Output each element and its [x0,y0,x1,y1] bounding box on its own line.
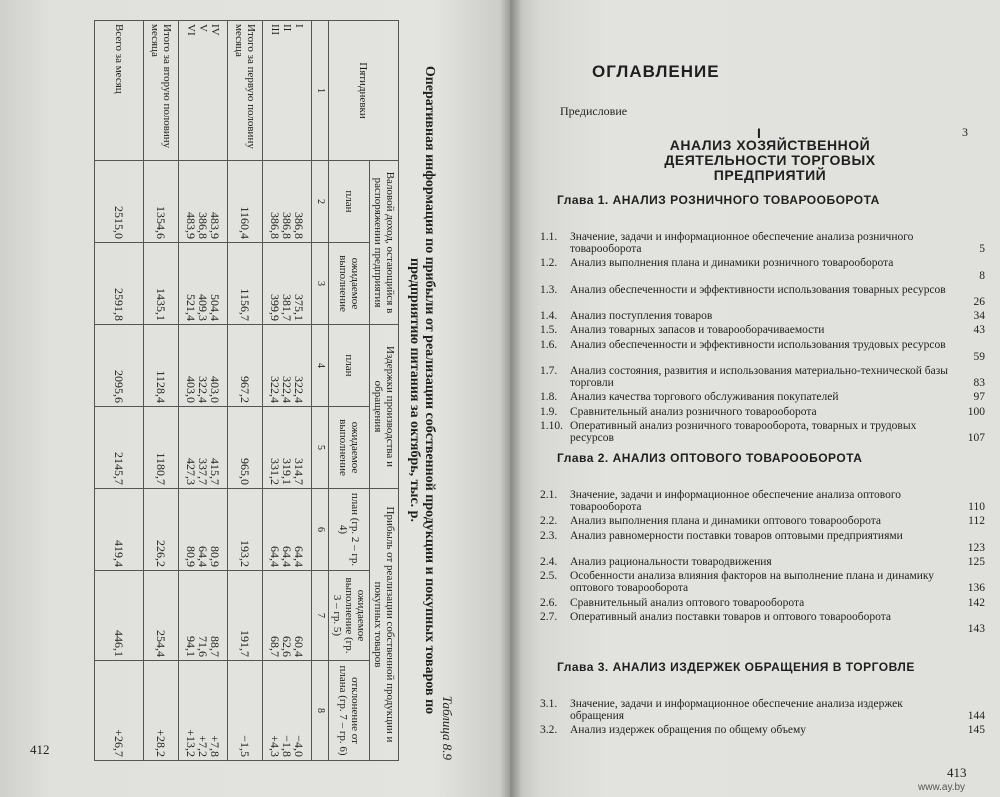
table-row [144,21,179,761]
entry-number: 2.1. [540,489,558,501]
table-cell: −4,0 −1,8 +4,3 [263,661,312,761]
part-number: I [757,125,761,141]
entry-text: Оперативный анализ поставки товаров и оптового товарооборота [570,610,892,623]
subheader-plan: план [329,325,370,407]
entry-number: 1.5. [540,324,558,337]
right-page [510,0,1000,797]
subheader-plan: план [329,161,370,243]
toc-preface: Предисловие [560,104,628,118]
entry-page: 110 [968,501,985,514]
column-number: 5 [312,407,329,489]
entry-text: Анализ издержек обращения по общему объему [570,724,807,737]
table-cell: 191,7 [228,571,263,661]
entry-number: 3.1. [540,698,558,710]
entry-number: 2.4. [540,556,558,568]
entry-page: 107 [967,431,985,444]
entry-text: Анализ поступления товаров [570,310,713,323]
table-cell: 419,4 [95,489,144,571]
entry-text: Сравнительный анализ оптового товарооборота [570,596,805,609]
table-cell: 254,4 [144,571,179,661]
table-cell: 483,9 386,8 483,9 [179,161,228,243]
entry-text: Значение, задачи и информационное обеспечение анализа розничного товарооборота [570,231,914,255]
entry-number: 1.3. [540,283,558,296]
entry-page: 43 [973,324,985,337]
entry-page: 5 [979,243,985,256]
table-cell: 2591,8 [95,243,144,325]
entry-page: 123 [967,541,985,554]
subheader-profit-plan: план (гр. 2 – гр. 4) [329,489,370,571]
entry-number: 1.8. [540,391,558,404]
table-cell: 193,2 [228,489,263,571]
entry-page: 97 [973,391,985,404]
entry-number: 2.5. [540,570,558,583]
table-cell: 1354,6 [144,161,179,243]
table-cell: 1435,1 [144,243,179,325]
entry-text: Анализ качества торгового обслуживания покупателей [570,391,839,404]
toc-title: ОГЛАВЛЕНИЕ [592,62,720,81]
entry-number: 2.2. [540,515,558,528]
entry-page: 59 [973,350,985,363]
table-cell: −1,5 [228,661,263,761]
entry-text: Анализ состояния, развития и использования материально-технической базы торговли [570,365,948,389]
entry-number: 1.9. [540,405,558,418]
table-cell: 60,4 62,6 68,7 [263,571,312,661]
toc-preface-page: 3 [962,125,968,139]
row-label: Всего за месяц [95,21,144,161]
entry-number: 2.7. [540,610,558,623]
table-cell: 2515,0 [95,161,144,243]
table-cell: 314,7 319,1 331,2 [263,407,312,489]
column-number: 2 [312,161,329,243]
entry-text: Анализ равномерности поставки товаров оптовыми предприятиями [570,529,903,542]
table-cell: 504,4 409,3 521,4 [179,243,228,325]
entry-number: 2.3. [540,529,558,542]
subheader-expected: ожидаемое выполнение [329,243,370,325]
column-number: 1 [312,21,329,161]
entry-page: 100 [967,405,985,418]
table-cell: 1160,4 [228,161,263,243]
subheader-deviation: отклонение от плана (гр. 7 – гр. 6) [329,661,370,761]
table-cell: 2145,7 [95,407,144,489]
subheader-profit-expected: ожидаемое выполнение (гр. 3 – гр. 5) [329,571,370,661]
entry-page: 145 [967,724,985,737]
table-cell: 2095,6 [95,325,144,407]
rotated-table-block [35,20,455,760]
row-label: I II III [263,21,312,161]
part-title: АНАЛИЗ ХОЗЯЙСТВЕННОЙ ДЕЯТЕЛЬНОСТИ ТОРГОВЫХ ПРЕДПРИЯТИЙ [664,137,876,183]
entry-text: Анализ выполнения плана и динамики розничного товарооборота [570,257,894,270]
entry-page: 112 [968,515,985,528]
column-number: 3 [312,243,329,325]
table-row [179,21,228,761]
table-cell: 965,0 [228,407,263,489]
table-cell: 386,8 386,8 386,8 [263,161,312,243]
entry-text: Оперативный анализ розничного товарооборота, товарных и трудовых ресурсов [570,419,917,444]
entry-text: Анализ товарных запасов и товарооборачиваемости [570,324,825,337]
table-cell: 88,7 71,6 94,1 [179,571,228,661]
entry-page: 143 [967,622,985,635]
entry-number: 1.4. [540,310,558,323]
entry-number: 2.6. [540,596,558,609]
column-number: 7 [312,571,329,661]
entry-number: 3.2. [540,724,558,737]
watermark: www.ay.by [918,782,966,793]
table-cell: 322,4 322,4 322,4 [263,325,312,407]
column-number-row [312,21,329,761]
table-cell: +7,8 +7,2 +13,2 [179,661,228,761]
table-caption: Таблица 8.9 [440,695,455,760]
entry-page: 142 [967,596,985,609]
row-label: Итого за первую половину месяца [228,21,263,161]
entry-page: 8 [979,269,985,282]
table-cell: 415,7 337,7 427,3 [179,407,228,489]
page-number-left: 412 [30,742,50,757]
table-cell: 1180,7 [144,407,179,489]
table-cell: 80,9 64,4 80,9 [179,489,228,571]
entry-text: Значение, задачи и информационное обеспечение анализа оптового товарооборота [570,489,902,513]
entry-number: 1.2. [540,257,558,270]
entry-page: 125 [967,556,985,568]
entry-page: 144 [967,710,985,723]
entry-number: 1.1. [540,231,558,243]
table-cell: 403,0 322,4 403,0 [179,325,228,407]
book-gutter [500,0,522,797]
column-number: 6 [312,489,329,571]
entry-text: Анализ рациональности товародвижения [570,556,772,568]
row-label: Итого за вторую половину месяца [144,21,179,161]
column-number: 4 [312,325,329,407]
entry-text: Анализ обеспеченности и эффективности использования товарных ресурсов [570,283,946,296]
column-number: 8 [312,661,329,761]
table-row [263,21,312,761]
entry-page: 34 [973,310,985,323]
entry-number: 1.7. [540,365,558,377]
table-cell: 1156,7 [228,243,263,325]
page-number-right: 413 [947,765,967,780]
chapter-title[interactable]: Глава 1. АНАЛИЗ РОЗНИЧНОГО ТОВАРООБОРОТА [557,193,880,207]
entry-text: Сравнительный анализ розничного товарооборота [570,405,817,418]
table-cell: 967,2 [228,325,263,407]
table-row [228,21,263,761]
table-cell: 64,4 64,4 64,4 [263,489,312,571]
entry-text: Анализ обеспеченности и эффективности использования трудовых ресурсов [570,338,946,351]
entry-number: 1.10. [540,419,563,432]
entry-page: 26 [973,295,985,308]
header-period: Пятидневки [329,21,399,161]
header-costs: Издержки производства и обращения [370,325,399,489]
chapter-title[interactable]: Глава 2. АНАЛИЗ ОПТОВОГО ТОВАРООБОРОТА [557,451,863,465]
entry-number: 1.6. [540,338,558,351]
table-cell: 375,1 381,7 399,9 [263,243,312,325]
table-cell: 1128,4 [144,325,179,407]
table-cell: 446,1 [95,571,144,661]
profit-table [94,20,399,761]
entry-text: Анализ выполнения плана и динамики оптового товарооборота [570,515,881,528]
row-label: IV V VI [179,21,228,161]
table-row [95,21,144,761]
entry-page: 83 [973,377,985,390]
header-profit: Прибыль от реализации собственной продукции и покупных товаров [370,489,399,761]
table-cell: +26,7 [95,661,144,761]
table-cell: 226,2 [144,489,179,571]
table-cell: +28,2 [144,661,179,761]
chapter-title[interactable]: Глава 3. АНАЛИЗ ИЗДЕРЖЕК ОБРАЩЕНИЯ В ТОРГОВЛЕ [557,660,915,674]
table-title: Оперативная информация по прибыли от реализации собственной продукции и покупных товаров по предприятию питания за октябрь, тыс. р. [407,65,437,715]
entry-text: Особенности анализа влияния факторов на выполнение плана и динамику оптового товарооборота [570,570,935,595]
entry-text: Значение, задачи и информационное обеспечение анализа издержек обращения [570,698,903,722]
header-income: Валовой доход, остающийся в распоряжении предприятия [370,161,399,325]
table-header-row [370,21,399,761]
entry-page: 136 [967,582,985,595]
subheader-expected: ожидаемое выполнение [329,407,370,489]
